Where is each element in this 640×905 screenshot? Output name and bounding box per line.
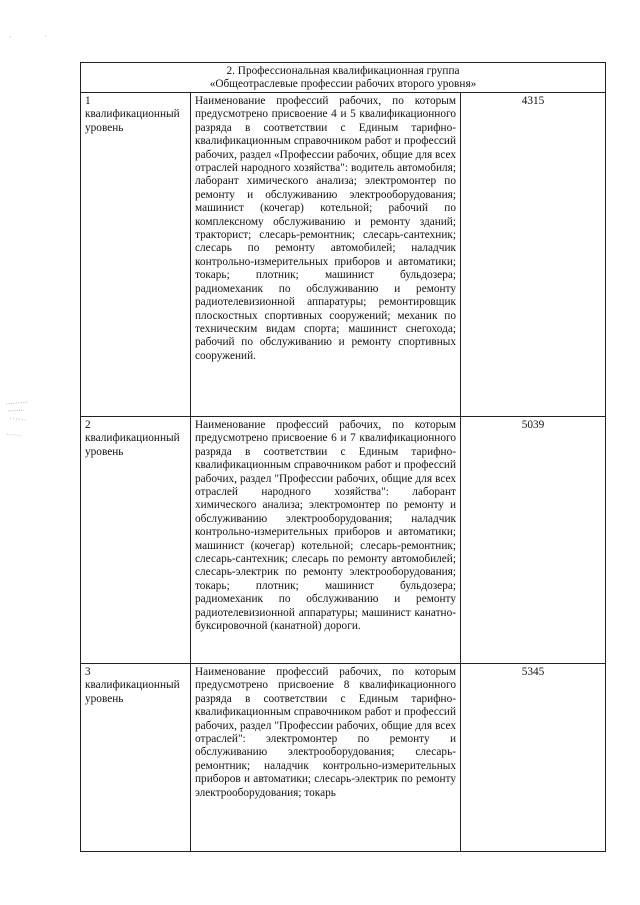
group-header [81,63,606,93]
profession-list: Наименование профессий рабочих, по которым предусмотрено присвоение 4 и 5 квалификационного разряда в соответствии с Единым тарифно-квалификационным справочником работ и профессий рабочих, раздел «Профессии рабочих, общие для всех отраслей народного хозяйства": водитель автомобиля; лаборант химического анализа; электромонтер по ремонту и обслуживанию электрооборудования; машинист (кочегар) котельной; рабочий по комплексному обслуживанию и ремонту зданий; тракторист; слесарь-ремонтник; слесарь-сантехник; слесарь по ремонту автомобилей; наладчик контрольно-измерительных приборов и автоматики; токарь; плотник; машинист бульдозера; радиомеханик по обслуживанию и ремонту радиотелевизионной аппаратуры; ремонтировщик плоскостных спортивных сооружений; механик по техническим видам спорта; машинист снегохода; рабочий по обслуживанию и ремонту спортивных сооружений. [191,93,461,417]
salary-table [80,62,606,852]
profession-list: Наименование профессий рабочих, по которым предусмотрено присвоение 6 и 7 квалификационного разряда в соответствии с Единым тарифно-квалификационным справочником работ и профессий рабочих, раздел "Профессии рабочих, общие для всех отраслей народного хозяйства": лаборант химического анализа; электромонтер по ремонту и обслуживанию электрооборудования; наладчик контрольно-измерительных приборов и автоматики; машинист (кочегар) котельной; слесарь-ремонтник; слесарь-сантехник; слесарь по ремонту автомобилей; слесарь-электрик по ремонту электрооборудования; токарь; плотник; машинист бульдозера; радиомеханик по обслуживанию и ремонту радиотелевизионной аппаратуры; машинист канатно-буксировочной (канатной) дороги. [191,417,461,664]
group-title: 2. Профессиональная квалификационная группа [226,65,460,77]
scan-speck [6,34,66,40]
qualification-level: 3 квалификационный уровень [81,664,191,852]
scan-artifact [4,398,34,440]
table-row [81,93,606,417]
salary-value: 5039 [461,417,606,664]
profession-list: Наименование профессий рабочих, по которым предусмотрено присвоение 8 квалификационного разряда в соответствии с Единым тарифно-квалификационным справочником работ и профессий рабочих, раздел "Профессии рабочих, общие для всех отраслей": электромонтер по ремонту и обслуживанию электрооборудования; слесарь-ремонтник; наладчик контрольно-измерительных приборов и автоматики; слесарь-электрик по ремонту электрооборудования; токарь [191,664,461,852]
group-header-row [81,63,606,93]
qualification-level: 2 квалификационный уровень [81,417,191,664]
salary-value: 4315 [461,93,606,417]
table-row [81,417,606,664]
qualification-level: 1 квалификационный уровень [81,93,191,417]
group-subtitle: «Общеотраслевые профессии рабочих второго уровня» [209,78,477,90]
salary-value: 5345 [461,664,606,852]
table-row [81,664,606,852]
